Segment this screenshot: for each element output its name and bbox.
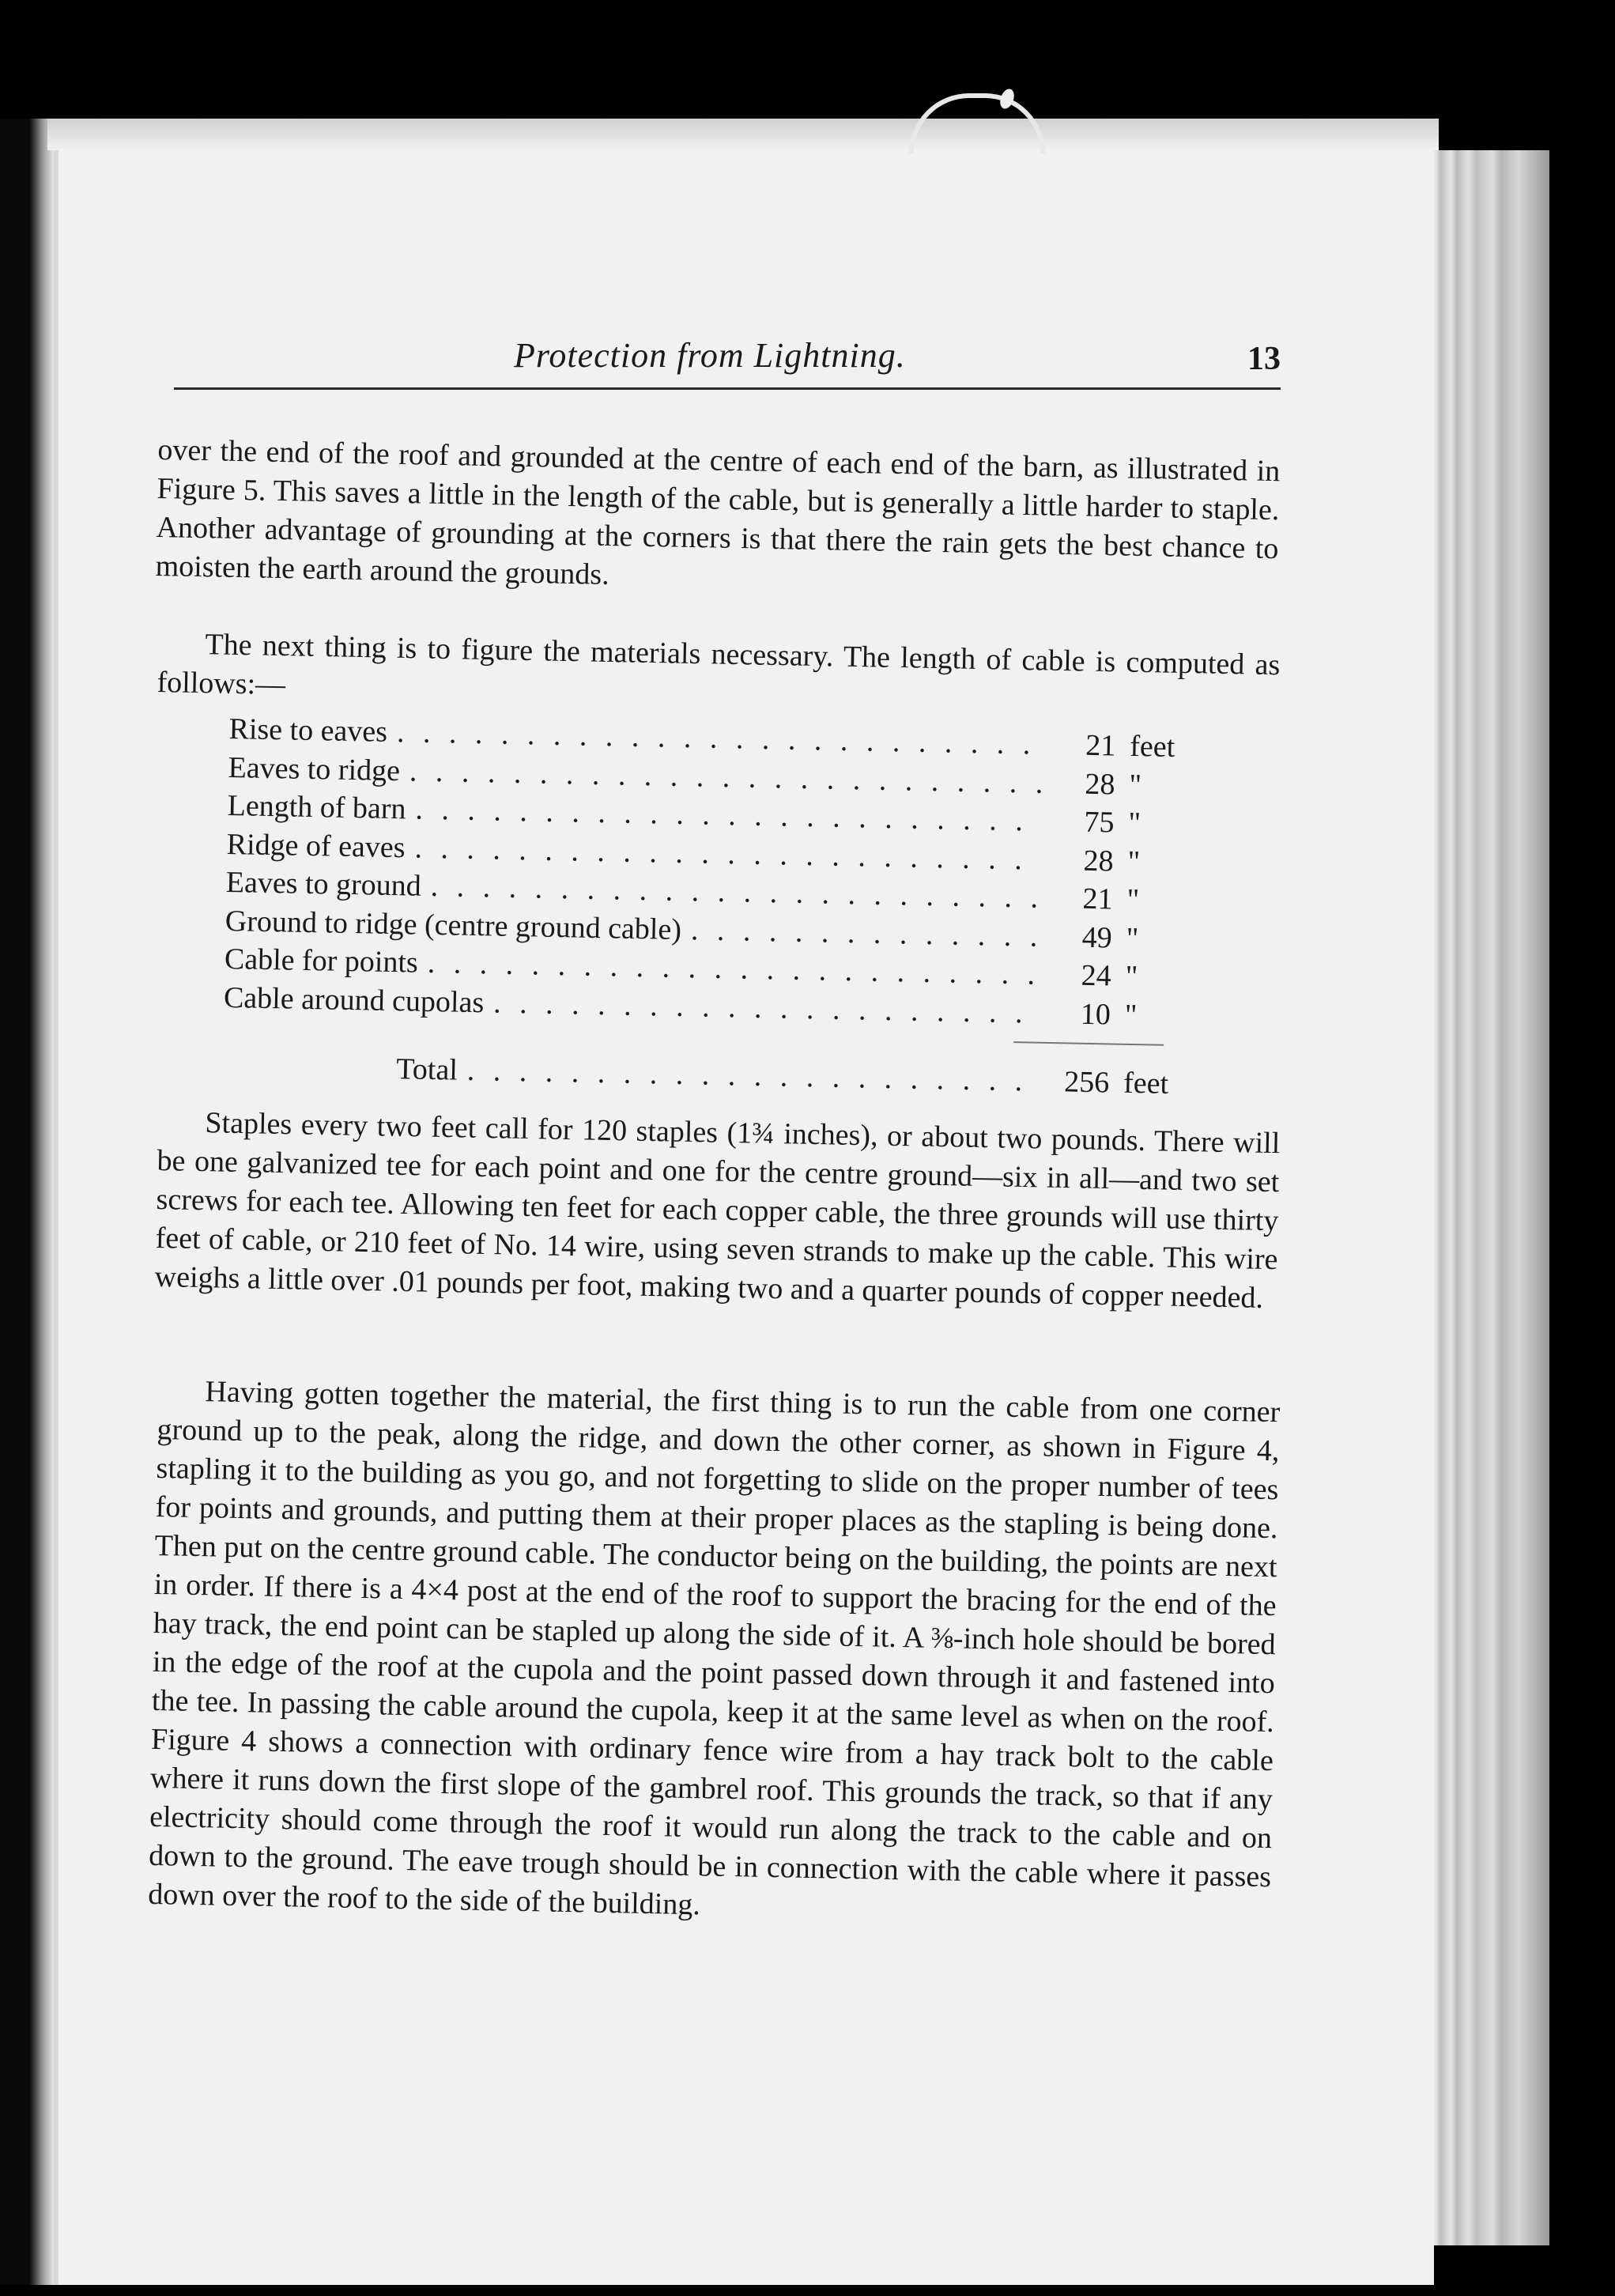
book-binding — [0, 119, 54, 2285]
paragraph-text: Staples every two feet call for 120 staples (1¾ inches), or about two pounds. There will be one galvanized tee for each point and one for the centre ground—six in all—and two set screws for each tee. Allowing ten feet for each copper cable, the three grounds will use thirty feet of cable, or 210 feet of No. 14 wire, using seven strands to make up the cable. This wire weighs a little over .01 pounds per foot, making two and a quarter pounds of copper needed. — [154, 1106, 1281, 1315]
row-unit: " — [1126, 921, 1139, 955]
row-value: 28 — [1085, 767, 1115, 802]
paragraph-text: Having gotten together the material, the first thing is to run the cable from one corner ground up to the peak, along the ridge, and down the other corner, as shown in Figure 4, stapling it to the building as you go, and not forgetting to slide on the proper number of tees for points and grounds, and putting them at their proper places as the stapling is being done. Then put on the centre ground cable. The conductor being on the building, the points are next in order. If there is a 4×4 post at the end of the roof to support the bracing for the end of the hay track, the end point can be stapled up along the side of it. A ⅜-inch hole should be bored in the edge of the roof at the cupola and the point passed down through it and fastened into the tee. In passing the cable around the cupola, keep it at the same level as when on the roof. Figure 4 shows a connection with ordinary fence wire from a hay track bolt to the cable where it runs down the first slope of the gambrel roof. This grounds the track, so that if any electricity should come through the roof it would run along the track to the cable and on down to the ground. The eave trough should be in connection with the cable where it passes down over the roof to the side of the building. — [147, 1375, 1281, 1922]
total-unit: feet — [1123, 1066, 1169, 1101]
row-label: Rise to eaves — [228, 712, 388, 749]
running-head — [182, 335, 1281, 383]
total-value: 256 — [1063, 1065, 1110, 1100]
paragraph-3 — [154, 1103, 1280, 1318]
row-value: 24 — [1081, 958, 1112, 993]
row-value: 28 — [1083, 844, 1114, 878]
row-label: Ground to ridge (centre ground cable) — [225, 904, 682, 946]
row-value: 75 — [1084, 805, 1115, 840]
header-rule — [174, 387, 1281, 390]
row-label: Eaves to ridge — [228, 750, 401, 787]
page-number: 13 — [1247, 341, 1281, 377]
row-unit: " — [1125, 959, 1138, 994]
running-title: Protection from Lightning. — [514, 336, 906, 375]
leader-dots — [466, 1053, 1036, 1099]
row-value: 21 — [1085, 728, 1116, 763]
row-unit: " — [1127, 844, 1141, 878]
row-label: Ridge of eaves — [226, 827, 406, 864]
row-label: Cable for points — [224, 942, 419, 980]
row-label: Cable around cupolas — [223, 980, 485, 1019]
leader-dots — [691, 912, 1040, 954]
row-value: 10 — [1080, 997, 1111, 1031]
row-unit: " — [1126, 882, 1140, 917]
row-value: 21 — [1082, 882, 1114, 916]
string-loop — [909, 93, 1045, 153]
paragraph-4 — [148, 1372, 1281, 1935]
cable-length-table — [222, 712, 1217, 1105]
row-unit: " — [1128, 806, 1141, 840]
row-unit: feet — [1129, 729, 1175, 764]
total-label: Total — [395, 1052, 458, 1087]
page-edges — [1423, 150, 1549, 2245]
paragraph-text: over the end of the roof and grounded at the centre of each end of the barn, as illustrated in Figure 5. This saves a little in the length of the cable, but is generally a little harder to staple. Another advantage of grounding at the corners is that there the rain gets the best chance to moisten the earth around the grounds. — [155, 432, 1281, 591]
paragraph-text: The next thing is to figure the materials necessary. The length of cable is computed as follows:— — [157, 628, 1281, 702]
row-label: Eaves to ground — [225, 865, 422, 903]
page-top-edge — [47, 119, 1439, 150]
row-label: Length of barn — [227, 788, 406, 826]
row-unit: " — [1129, 768, 1142, 802]
row-value: 49 — [1081, 920, 1113, 954]
paragraph-1 — [155, 431, 1281, 607]
row-unit: " — [1124, 998, 1138, 1032]
